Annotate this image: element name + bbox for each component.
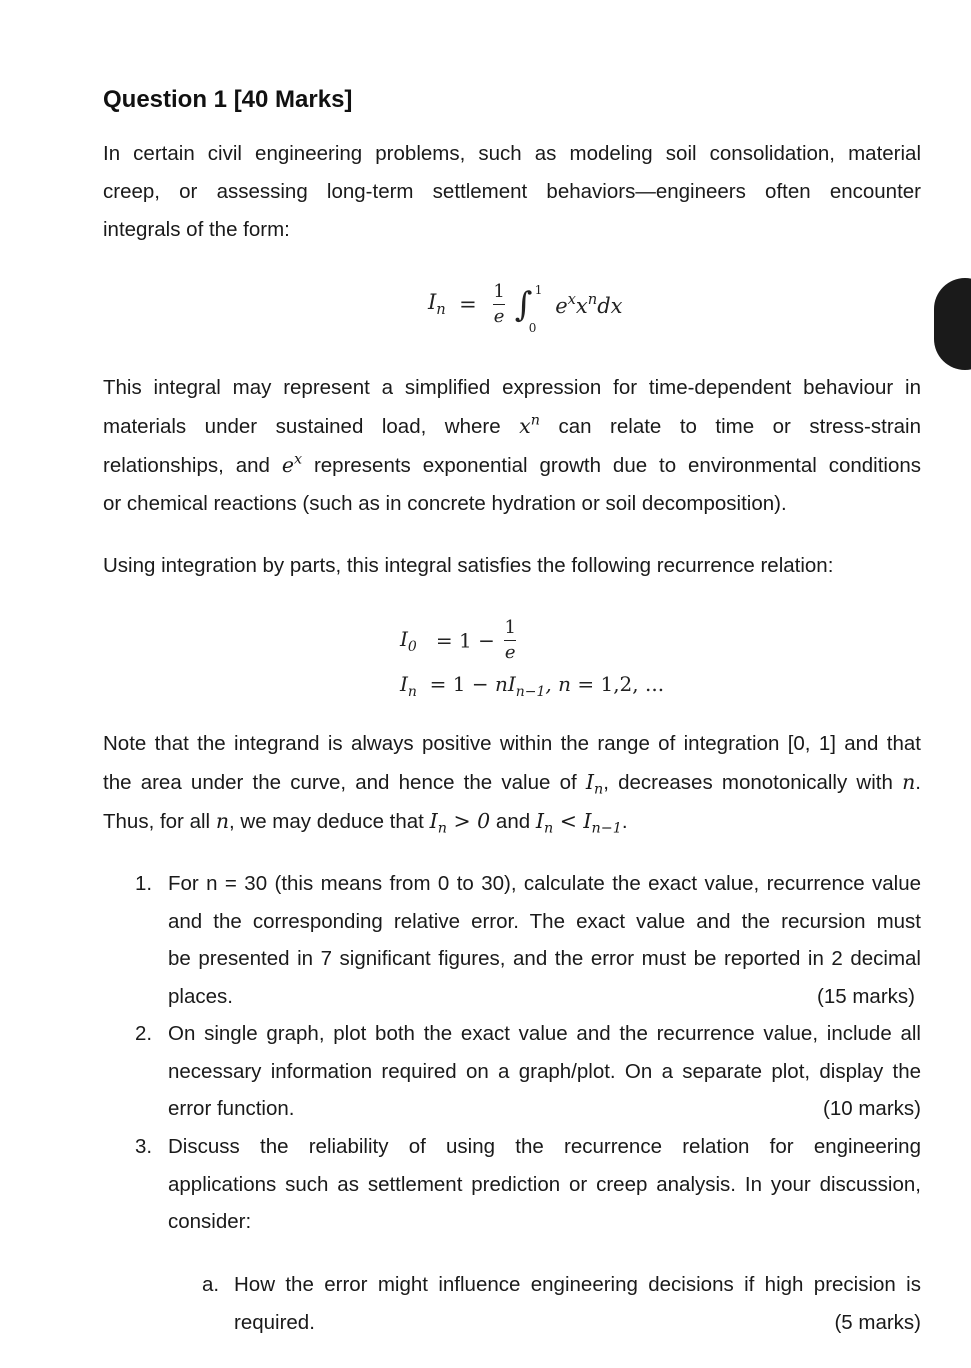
subtask-text: How the error might influence engineering decisions if high precision is required. (5 marks) bbox=[234, 1266, 921, 1341]
recurrence-intro: Using integration by parts, this integral satisfies the following recurrence relation: bbox=[103, 554, 834, 577]
description-line: relationships, and $e^x$ represents exponential growth due to environmental conditions bbox=[103, 451, 921, 477]
task-marks: (10 marks) bbox=[823, 1097, 921, 1120]
intro-line: In certain civil engineering problems, such as modeling soil consolidation, material bbox=[103, 142, 921, 165]
intro-line: creep, or assessing long-term settlement behaviors—engineers often encounter bbox=[103, 180, 921, 203]
description-line: This integral may represent a simplified expression for time-dependent behaviour in bbox=[103, 376, 921, 399]
description-paragraph bbox=[103, 369, 921, 523]
subtask-marks: (5 marks) bbox=[834, 1310, 921, 1334]
integral-equation-text: $I_n$ = $\frac{1}{e}$ ∫ 1 0 $e^xx^ndx$ bbox=[428, 281, 623, 335]
integral-equation bbox=[428, 281, 623, 335]
task-marks: (15 marks) bbox=[817, 984, 915, 1008]
task-text: On single graph, plot both the exact value and the recurrence value, include all necessary information required on a graph/plot. On a separate plot, display the error function. (10 marks) bbox=[168, 1015, 921, 1128]
task-number: 3. bbox=[135, 1135, 153, 1158]
task-number: 1. bbox=[135, 872, 153, 895]
task-number: 2. bbox=[135, 1022, 153, 1045]
note-line: Note that the integrand is always positive within the range of integration [0, 1] and that bbox=[103, 732, 921, 755]
note-paragraph bbox=[103, 725, 921, 841]
subtask-letter: a. bbox=[202, 1273, 220, 1296]
note-line: the area under the curve, and hence the value of $I_n$, decreases monotonically with n. bbox=[103, 770, 921, 798]
recurrence-equation-1: $I_0 = 1$ − $\frac{1}{e}$ bbox=[400, 617, 516, 663]
question-heading: Question 1 [40 Marks] bbox=[103, 86, 353, 113]
intro-line: integrals of the form: bbox=[103, 218, 290, 241]
description-line: or chemical reactions (such as in concrete hydration or soil decomposition). bbox=[103, 492, 787, 515]
task-text: Discuss the reliability of using the recurrence relation for engineering applications such as settlement prediction or creep analysis. In your discussion, consider: bbox=[168, 1135, 921, 1233]
description-line: materials under sustained load, where $x^n$ can relate to time or stress-strain bbox=[103, 412, 922, 438]
page-edge-tab bbox=[934, 278, 971, 370]
recurrence-equation-2: $I_n = 1 - nI_{n-1}$, n = 1,2, ... bbox=[400, 672, 665, 700]
note-line: Thus, for all n, we may deduce that $I_n > 0$ and $I_n < I_{n-1}$. bbox=[103, 809, 628, 837]
intro-paragraph bbox=[103, 135, 921, 249]
task-text: For n = 30 (this means from 0 to 30), calculate the exact value, recurrence value and the corresponding relative error. The exact value and the recursion must be presented in 7 significant figures, and the error must be reported in 2 decimal places. (15 marks) bbox=[168, 865, 921, 1015]
